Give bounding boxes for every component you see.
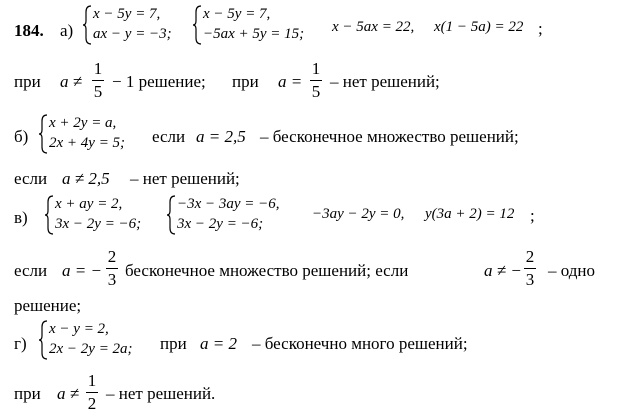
part-g-label: г) [14, 334, 27, 353]
part-a-prefix2: при [232, 72, 259, 91]
equation: x − 5y = 7, [203, 6, 271, 22]
fraction-numerator: 1 [87, 371, 97, 390]
part-g-cond2-rest: – нет решений. [106, 384, 216, 403]
part-g-line2-prefix: при [14, 384, 41, 403]
part-b-text1: если [152, 127, 186, 146]
part-b-text2: – бесконечное множество решений; [260, 127, 519, 146]
brace-icon [82, 5, 92, 45]
part-b-cond2: a ≠ 2,5 [62, 169, 110, 188]
equation: x + ay = 2, [55, 196, 123, 212]
part-v-cond2-rest: – одно [548, 261, 596, 280]
brace-icon [44, 195, 54, 235]
part-b-cond1: a = 2,5 [196, 127, 246, 146]
part-b-line2-text: если [14, 169, 48, 188]
equation: −5ax + 5y = 15; [203, 26, 305, 42]
fraction-denominator: 5 [311, 82, 321, 101]
fraction-numerator: 2 [107, 247, 117, 266]
part-g-text1-rest: – бесконечно много решений; [252, 334, 468, 353]
part-v-esli1: если [14, 261, 48, 280]
equation: ax − y = −3; [93, 26, 172, 42]
part-v-derived-1: −3ay − 2y = 0, [312, 206, 405, 222]
part-v-fraction-1 [106, 248, 118, 288]
part-a-system-1 [82, 5, 192, 45]
fraction-denominator: 3 [107, 270, 117, 289]
brace-icon [38, 114, 48, 154]
part-g-cond2: a ≠ [57, 384, 80, 403]
part-a-label: а) [60, 21, 74, 40]
part-a-derived-2: x(1 − 5a) = 22 [434, 19, 524, 35]
part-v-label: в) [14, 208, 28, 227]
part-g-text1: при [160, 334, 187, 353]
fraction-numerator: 2 [525, 247, 535, 266]
part-a-fraction-2 [310, 60, 322, 100]
equation: x − 5y = 7, [93, 6, 161, 22]
part-v-system-2 [166, 195, 296, 235]
brace-icon [192, 5, 202, 45]
part-g-cond1: a = 2 [200, 334, 237, 353]
equation: x − y = 2, [49, 321, 109, 337]
fraction-denominator: 3 [525, 270, 535, 289]
part-v-continuation: решение; [14, 296, 82, 315]
part-a-line2-prefix: при [14, 72, 41, 91]
part-v-cond1-rest: бесконечное множество решений; если [125, 261, 409, 280]
part-v-fraction-2 [524, 248, 536, 288]
brace-icon [166, 195, 176, 235]
part-a-cond1-rest: − 1 решение; [112, 72, 206, 91]
part-b-line2-rest: – нет решений; [130, 169, 240, 188]
fraction-numerator: 1 [93, 59, 103, 78]
fraction-bar [310, 80, 322, 81]
part-a-derived-1: x − 5ax = 22, [332, 19, 415, 35]
brace-icon [38, 320, 48, 360]
equation: x + 2y = a, [49, 115, 117, 131]
problem-number: 184. [14, 21, 44, 40]
part-v-derived-end: ; [530, 206, 535, 225]
equation: −3x − 3ay = −6, [177, 196, 280, 212]
fraction-denominator: 2 [87, 394, 97, 413]
fraction-bar [86, 392, 98, 393]
part-g-system [38, 320, 148, 360]
part-a-cond2-rest: – нет решений; [330, 72, 440, 91]
part-v-cond1: a = − [62, 261, 102, 280]
fraction-bar [106, 268, 118, 269]
part-a-derived-end: ; [538, 19, 543, 38]
part-a-fraction-1 [92, 60, 104, 100]
part-b-system [38, 114, 148, 154]
equation: 2x + 4y = 5; [49, 135, 126, 151]
part-b-label: б) [14, 127, 29, 146]
fraction-denominator: 5 [93, 82, 103, 101]
equation: 2x − 2y = 2a; [49, 341, 133, 357]
part-g-fraction [86, 372, 98, 412]
part-a-cond1: a ≠ [60, 72, 83, 91]
equation: 3x − 2y = −6; [55, 216, 142, 232]
part-v-cond2: a ≠ − [484, 261, 522, 280]
part-a-system-2 [192, 5, 327, 45]
equation: 3x − 2y = −6; [177, 216, 264, 232]
fraction-bar [92, 80, 104, 81]
part-a-cond2: a = [278, 72, 303, 91]
fraction-numerator: 1 [311, 59, 321, 78]
fraction-bar [524, 268, 536, 269]
part-v-derived-2: y(3a + 2) = 12 [425, 206, 515, 222]
part-v-system-1 [44, 195, 164, 235]
